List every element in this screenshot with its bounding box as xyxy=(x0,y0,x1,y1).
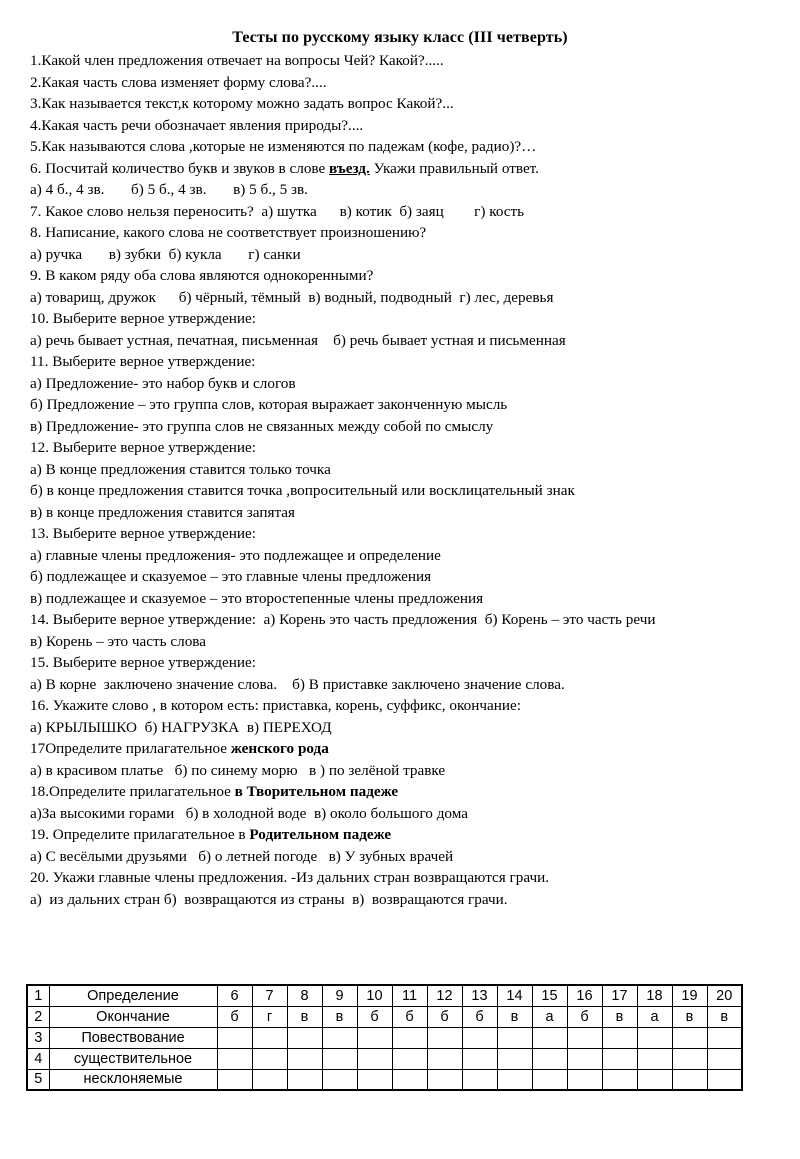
row-number-cell: 5 xyxy=(27,1069,49,1090)
question-line: 9. В каком ряду оба слова являются однокоренными? xyxy=(30,267,374,284)
emphasized-term: въезд. xyxy=(329,159,370,177)
answer-cell xyxy=(427,1069,462,1090)
answer-cell xyxy=(532,1027,567,1048)
question-line: 14. Выберите верное утверждение: а) Корень это часть предложения б) Корень – это часть речи xyxy=(30,611,656,628)
answer-cell xyxy=(672,1027,707,1048)
answer-key-table xyxy=(26,984,743,1091)
answer-cell: б xyxy=(392,1006,427,1027)
answer-cell: г xyxy=(252,1006,287,1027)
question-line: 12. Выберите верное утверждение: xyxy=(30,439,256,456)
answer-cell: 13 xyxy=(462,985,497,1006)
answer-cell xyxy=(357,1048,392,1069)
answer-cell: в xyxy=(322,1006,357,1027)
answer-cell xyxy=(357,1069,392,1090)
answer-cell xyxy=(252,1027,287,1048)
question-line: а) в красивом платье б) по синему морю в ) по зелёной травке xyxy=(30,761,446,779)
answer-cell xyxy=(707,1027,742,1048)
answer-cell: 17 xyxy=(602,985,637,1006)
answer-cell xyxy=(567,1027,602,1048)
answer-cell: в xyxy=(497,1006,532,1027)
answer-cell xyxy=(217,1027,252,1048)
answer-cell xyxy=(497,1069,532,1090)
questions-list xyxy=(0,50,800,910)
question-line: а) товарищ, дружок б) чёрный, тёмный в) водный, подводный г) лес, деревья xyxy=(30,288,554,306)
row-number-cell: 2 xyxy=(27,1006,49,1027)
answer-cell: 6 xyxy=(217,985,252,1006)
answer-cell xyxy=(287,1048,322,1069)
answer-cell xyxy=(427,1048,462,1069)
answer-cell: б xyxy=(427,1006,462,1027)
question-line: 3.Как называется текст,к которому можно задать вопрос Какой?... xyxy=(30,95,454,112)
question-line: 8. Написание, какого слова не соответствует произношению? xyxy=(30,224,427,241)
row-number-cell: 4 xyxy=(27,1048,49,1069)
question-line: а) В конце предложения ставится только точка xyxy=(30,460,331,478)
answer-cell: 8 xyxy=(287,985,322,1006)
question-line: а) Предложение- это набор букв и слогов xyxy=(30,374,296,392)
question-line: 7. Какое слово нельзя переносить? а) шутка в) котик б) заяц г) кость xyxy=(30,202,525,220)
question-line: 5.Как называются слова ,которые не изменяются по падежам (кофе, радио)?… xyxy=(30,138,537,155)
answer-cell: а xyxy=(637,1006,672,1027)
row-number-cell: 1 xyxy=(27,985,49,1006)
page-title: Тесты по русскому языку класс (III четверть) xyxy=(232,29,568,46)
answer-cell xyxy=(497,1048,532,1069)
answer-cell xyxy=(217,1069,252,1090)
answer-cell xyxy=(672,1069,707,1090)
answer-cell xyxy=(252,1069,287,1090)
answer-cell xyxy=(637,1027,672,1048)
emphasized-term: Родительном падеже xyxy=(249,826,392,843)
question-line: 17Определите прилагательное женского рода xyxy=(30,740,329,757)
question-line: в) в конце предложения ставится запятая xyxy=(30,503,295,521)
answer-cell: в xyxy=(672,1006,707,1027)
answer-cell: в xyxy=(707,1006,742,1027)
row-label-cell: Определение xyxy=(49,985,217,1006)
row-label-cell: Окончание xyxy=(49,1006,217,1027)
answer-cell: 19 xyxy=(672,985,707,1006)
answer-cell: б xyxy=(217,1006,252,1027)
table-row xyxy=(27,1069,742,1090)
question-line: а) из дальних стран б) возвращаются из страны в) возвращаются грачи. xyxy=(30,890,508,908)
question-line: в) подлежащее и сказуемое – это второстепенные члены предложения xyxy=(30,589,484,607)
question-line: в) Предложение- это группа слов не связанных между собой по смыслу xyxy=(30,417,494,435)
answer-cell xyxy=(532,1069,567,1090)
answer-cell: б xyxy=(357,1006,392,1027)
question-line: а) 4 б., 4 зв. б) 5 б., 4 зв. в) 5 б., 5 зв. xyxy=(30,181,308,198)
answer-cell: б xyxy=(567,1006,602,1027)
answer-cell xyxy=(637,1069,672,1090)
answer-cell xyxy=(532,1048,567,1069)
answer-cell xyxy=(672,1048,707,1069)
question-line: 20. Укажи главные члены предложения. -Из дальних стран возвращаются грачи. xyxy=(30,869,550,886)
question-line: 2.Какая часть слова изменяет форму слова?.... xyxy=(30,73,327,91)
answer-cell: в xyxy=(602,1006,637,1027)
question-line: б) в конце предложения ставится точка ,вопросительный или восклицательный знак xyxy=(30,482,575,499)
row-label-cell: Повествование xyxy=(49,1027,217,1048)
question-line: а) С весёлыми друзьями б) о летней погоде в) У зубных врачей xyxy=(30,847,454,865)
answer-cell xyxy=(427,1027,462,1048)
emphasized-term: в Творительном падеже xyxy=(234,783,399,800)
answer-cell: 16 xyxy=(567,985,602,1006)
answer-cell xyxy=(322,1048,357,1069)
answer-cell xyxy=(357,1027,392,1048)
answer-cell: 9 xyxy=(322,985,357,1006)
question-line: 6. Посчитай количество букв и звуков в слове въезд. Укажи правильный ответ. xyxy=(30,159,539,177)
question-line: б) подлежащее и сказуемое – это главные члены предложения xyxy=(30,568,432,585)
answer-cell: в xyxy=(287,1006,322,1027)
question-line: 4.Какая часть речи обозначает явления природы?.... xyxy=(30,116,364,134)
answer-cell xyxy=(462,1027,497,1048)
answer-cell xyxy=(497,1027,532,1048)
emphasized-term: женского рода xyxy=(230,740,329,757)
answer-cell xyxy=(392,1048,427,1069)
answer-cell xyxy=(287,1069,322,1090)
question-line: а) ручка в) зубки б) кукла г) санки xyxy=(30,245,301,263)
answer-cell xyxy=(567,1048,602,1069)
answer-cell: 12 xyxy=(427,985,462,1006)
question-line: а) КРЫЛЫШКО б) НАГРУЗКА в) ПЕРЕХОД xyxy=(30,718,332,736)
answer-cell xyxy=(287,1027,322,1048)
row-label-cell: несклоняемые xyxy=(49,1069,217,1090)
answer-cell xyxy=(707,1069,742,1090)
document-page xyxy=(0,28,800,1159)
answer-cell xyxy=(322,1069,357,1090)
question-line: 10. Выберите верное утверждение: xyxy=(30,310,256,327)
answer-cell: 11 xyxy=(392,985,427,1006)
question-line: а) речь бывает устная, печатная, письменная б) речь бывает устная и письменная xyxy=(30,331,566,349)
answer-cell xyxy=(462,1069,497,1090)
answer-cell: а xyxy=(532,1006,567,1027)
answer-cell xyxy=(392,1069,427,1090)
question-line: в) Корень – это часть слова xyxy=(30,632,207,650)
answer-cell xyxy=(707,1048,742,1069)
answer-cell: 18 xyxy=(637,985,672,1006)
question-line: 15. Выберите верное утверждение: xyxy=(30,654,256,671)
answer-cell xyxy=(392,1027,427,1048)
question-line: а)За высокими горами б) в холодной воде в) около большого дома xyxy=(30,804,468,822)
answer-cell: 15 xyxy=(532,985,567,1006)
table-row xyxy=(27,1027,742,1048)
answer-cell xyxy=(602,1048,637,1069)
question-line: 13. Выберите верное утверждение: xyxy=(30,525,256,542)
answer-cell xyxy=(462,1048,497,1069)
question-line: а) В корне заключено значение слова. б) В приставке заключено значение слова. xyxy=(30,675,565,693)
question-line: 19. Определите прилагательное в Родительном падеже xyxy=(30,826,392,843)
answer-cell xyxy=(637,1048,672,1069)
row-number-cell: 3 xyxy=(27,1027,49,1048)
question-line: 18.Определите прилагательное в Творительном падеже xyxy=(30,783,399,800)
answer-cell xyxy=(602,1027,637,1048)
question-line: б) Предложение – это группа слов, которая выражает законченную мысль xyxy=(30,396,508,413)
question-line: а) главные члены предложения- это подлежащее и определение xyxy=(30,546,441,564)
question-line: 1.Какой член предложения отвечает на вопросы Чей? Какой?..... xyxy=(30,52,444,69)
answer-cell xyxy=(567,1069,602,1090)
answer-cell xyxy=(252,1048,287,1069)
table-row xyxy=(27,1048,742,1069)
answer-cell: 20 xyxy=(707,985,742,1006)
answer-cell xyxy=(217,1048,252,1069)
table-row xyxy=(27,985,742,1006)
answer-cell: 10 xyxy=(357,985,392,1006)
answer-key-table-wrapper xyxy=(26,984,743,1091)
row-label-cell: существительное xyxy=(49,1048,217,1069)
answer-cell xyxy=(602,1069,637,1090)
question-line: 11. Выберите верное утверждение: xyxy=(30,353,256,370)
table-row xyxy=(27,1006,742,1027)
answer-cell: 7 xyxy=(252,985,287,1006)
question-line: 16. Укажите слово , в котором есть: приставка, корень, суффикс, окончание: xyxy=(30,697,521,714)
answer-cell: 14 xyxy=(497,985,532,1006)
answer-cell xyxy=(322,1027,357,1048)
answer-cell: б xyxy=(462,1006,497,1027)
